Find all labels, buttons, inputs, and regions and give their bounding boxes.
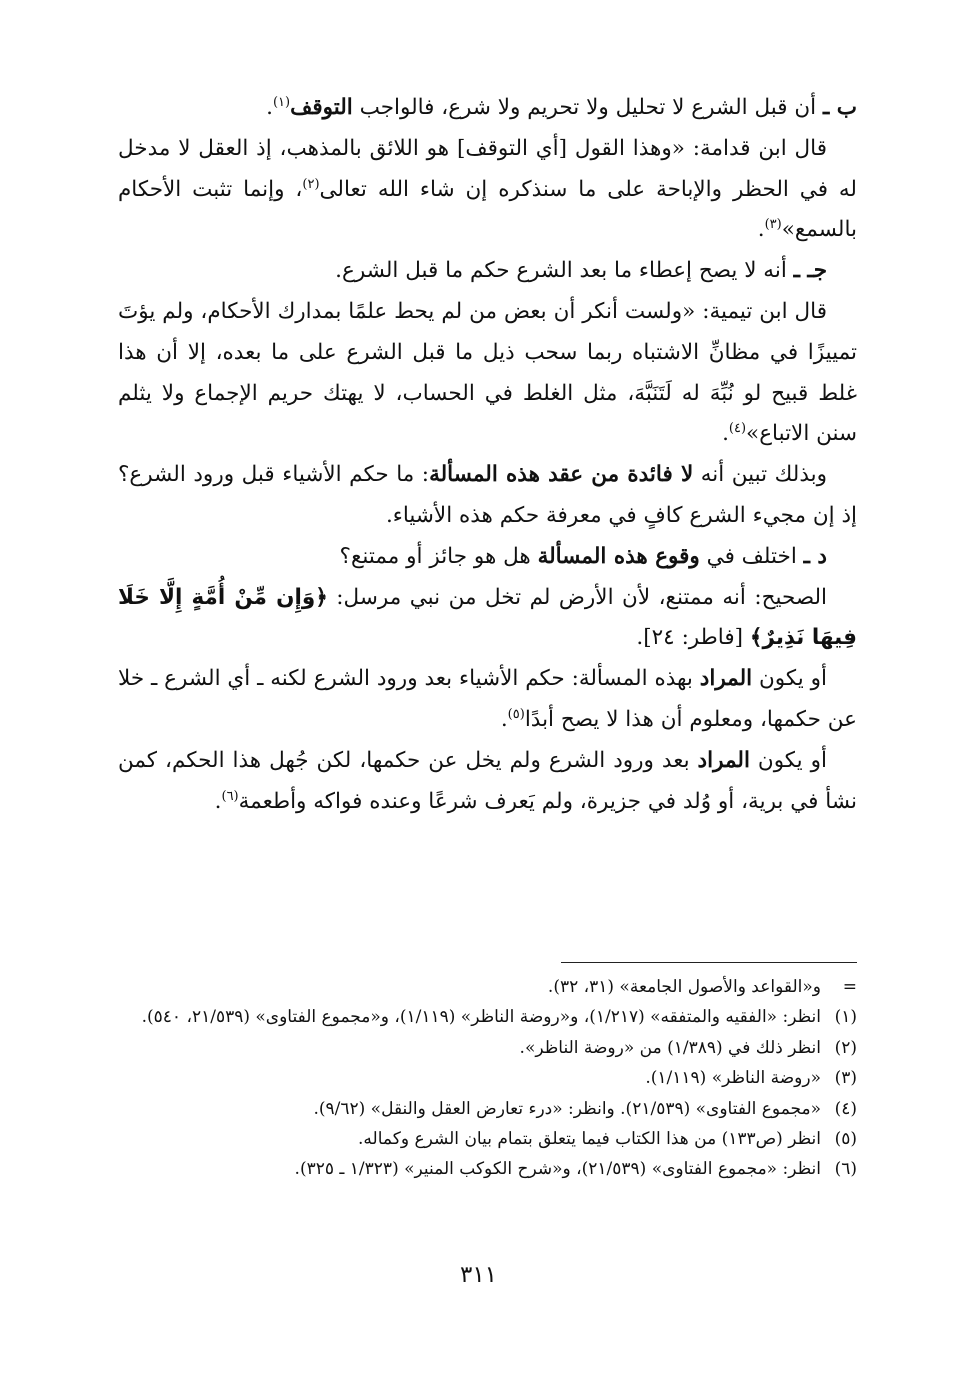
- footnote-number: =: [842, 977, 857, 997]
- footnote-ref: (٥): [507, 706, 525, 722]
- footnote: [108, 1154, 857, 1184]
- text-segment: قال ابن قدامة: «وهذا القول [أي التوقف] هو اللائق بالمذهب، إذ العقل لا مدخل له في الحظر والإباحة على ما سنذكره إن شاء الله تعالى: [118, 135, 857, 202]
- paragraph-p6: [118, 537, 857, 578]
- text-segment: أو يكون: [752, 666, 827, 692]
- footnote-text: انظر: «مجموع الفتاوى» (٢١/٥٣٩)، و«شرح الكوكب المنير» (١/٣٢٣ ـ ٣٢٥).: [294, 1159, 821, 1180]
- text-segment: أو يكون: [749, 747, 827, 773]
- bold-text: التوقف: [290, 95, 353, 120]
- text-segment: الصحيح: أنه ممتنع، لأن الأرض لم تخل من نبي مرسل:: [327, 584, 827, 610]
- footnote: [108, 1063, 857, 1093]
- page-number: ٣١١: [459, 1262, 498, 1288]
- footnote-number: (٣): [834, 1068, 857, 1089]
- footnote-text: انظر (ص١٣٣) من هذا الكتاب فيما يتعلق بتمام بيان الشرع وكماله.: [358, 1129, 821, 1150]
- footnotes: [108, 972, 857, 1185]
- text-segment: .: [757, 217, 765, 243]
- text-segment: [فاطر: ٢٤].: [636, 625, 750, 651]
- text-segment: .: [214, 788, 222, 814]
- bold-text: وقوع هذه المسألة: [537, 543, 700, 569]
- text-segment: ، وإنما تثبت الأحكام بالسمع»: [118, 176, 857, 243]
- paragraph-p4: [118, 292, 857, 455]
- text-segment: بعد ورود الشرع ولم يخل عن حكمها، لكن جُهل هذا الحكم، كمن نشأ في برية، أو وُلد في جزيرة، ولم يَعرف شرعًا وعنده فواكه وأطعمة: [118, 747, 857, 814]
- bold-text: ب ـ: [822, 95, 857, 120]
- footnote-number: (٤): [834, 1098, 857, 1119]
- paragraph-p7: [118, 578, 857, 660]
- paragraph-p3: [118, 251, 857, 292]
- footnote-number: (٦): [834, 1159, 857, 1180]
- bold-text: لا فائدة من عقد هذه المسألة: [429, 462, 694, 488]
- bold-text: المراد: [699, 666, 753, 692]
- paragraph-p2: [118, 129, 857, 251]
- main-text: [118, 88, 857, 822]
- footnote-ref: (١): [272, 94, 291, 110]
- footnote-number: (١): [834, 1007, 857, 1028]
- footnote-text: انظر: «الفقيه والمتفقه» (١/٢١٧)، و«روضة الناظر» (١/١١٩)، و«مجموع الفتاوى» (٢١/٥٣٩، ٥٤٠).: [141, 1007, 821, 1028]
- bold-text: المراد: [697, 747, 750, 773]
- footnote: [108, 1124, 857, 1154]
- text-segment: .: [722, 421, 729, 447]
- bold-text: د ـ: [803, 543, 827, 569]
- footnote-text: و«القواعد والأصول الجامعة» (٣١، ٣٢).: [547, 977, 821, 997]
- footnote-separator: [561, 962, 857, 963]
- text-segment: أنه لا يصح إعطاء ما بعد الشرع حكم ما قبل الشرع.: [335, 258, 794, 284]
- footnote-ref: (٤): [728, 421, 747, 437]
- text-segment: : ما حكم الأشياء قبل ورود الشرع؟ إذ إن مجيء الشرع كافٍ في معرفة حكم هذه الأشياء.: [118, 462, 857, 528]
- footnote: [108, 1094, 857, 1124]
- text-segment: بهذه المسألة: حكم الأشياء بعد ورود الشرع لكنه ـ أي الشرع ـ خلا عن حكمها، ومعلوم أن هذا لا يصح أبدًا: [118, 666, 857, 732]
- footnote-number: (٢): [834, 1037, 857, 1058]
- text-segment: قال ابن تيمية: «ولست أنكر أن بعض من لم يحط علمًا بمدارك الأحكام، ولم يؤتَ تمييزًا في مظانِّ الاشتباه ربما سحب ذيل ما قبل الشرع على ما بعده، إلا أن هذا غلط قبيح لو نُبِّهَ له لَتَنَبَّهَ، مثل الغلط في الحساب، لا يهتك حريم الإجماع ولا يثلم سنن الاتباع»: [118, 298, 857, 447]
- text-segment: .: [266, 95, 273, 120]
- footnote-text: «مجموع الفتاوى» (٢١/٥٣٩). وانظر: «درء تعارض العقل والنقل» (٩/٦٢).: [313, 1098, 821, 1119]
- paragraph-p9: [118, 741, 857, 823]
- text-segment: اختلف في: [699, 543, 804, 569]
- text-segment: هل هو جائز أو ممتنع؟: [339, 543, 538, 569]
- paragraph-p8: [118, 659, 857, 741]
- footnote-ref: (٣): [764, 217, 782, 233]
- footnote-ref: (٢): [302, 176, 320, 192]
- footnote: [108, 972, 857, 1002]
- text-segment: أن قبل الشرع لا تحليل ولا تحريم ولا شرع، فالواجب: [352, 95, 823, 120]
- footnote-number: (٥): [834, 1129, 857, 1150]
- quran-verse: ﴿وَإِن مِّنْ أُمَّةٍ إِلَّا خَلَا فِيهَا نَذِيرٌ﴾: [118, 584, 857, 651]
- paragraph-p5: [118, 455, 857, 537]
- footnote: [108, 1002, 857, 1032]
- paragraph-p1: [118, 88, 857, 129]
- footnote-ref: (٦): [221, 788, 239, 804]
- footnote-text: انظر ذلك في (١/٣٨٩) من «روضة الناظر».: [519, 1037, 821, 1058]
- text-segment: .: [500, 706, 508, 732]
- footnote-text: «روضة الناظر» (١/١١٩).: [645, 1068, 821, 1089]
- bold-text: جـ ـ: [793, 258, 827, 284]
- text-segment: وبذلك تبين أنه: [693, 462, 827, 488]
- footnote: [108, 1033, 857, 1063]
